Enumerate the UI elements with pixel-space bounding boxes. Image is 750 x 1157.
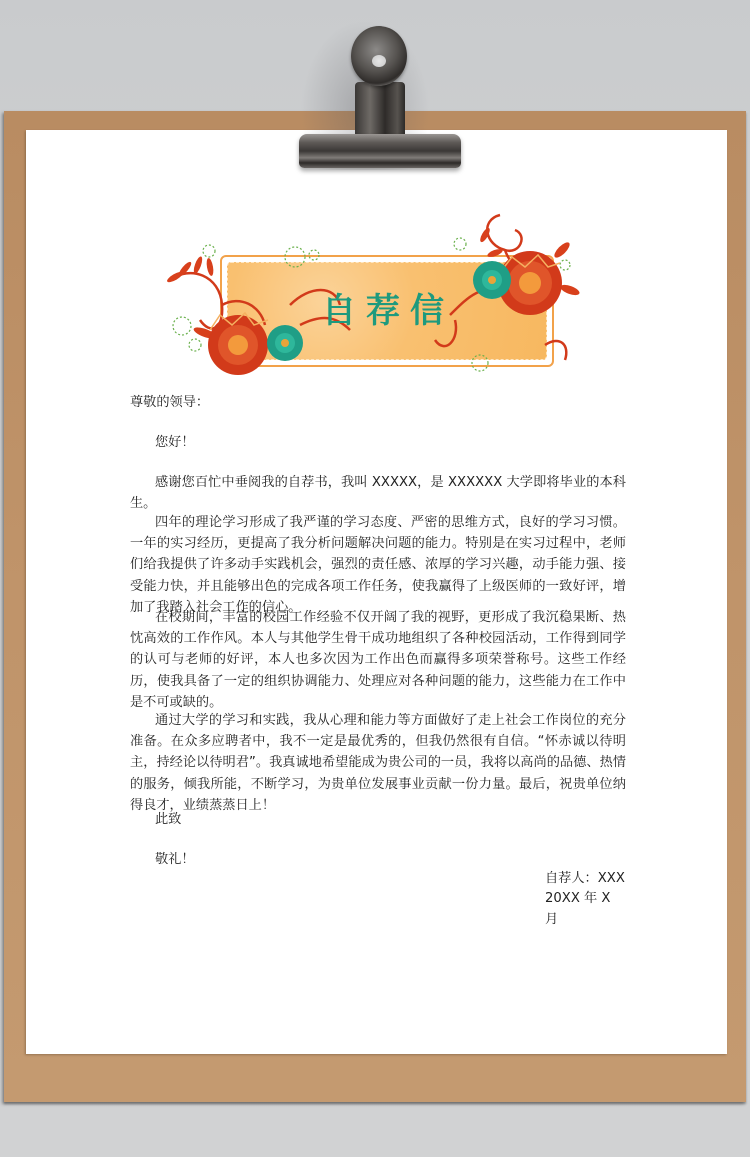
clip-ring [351, 26, 407, 86]
paragraph-intro: 感谢您百忙中垂阅我的自荐书，我叫 XXXXX，是 XXXXXX 大学即将毕业的本科生。 [130, 475, 626, 512]
paragraph-conclusion: 通过大学的学习和实践，我从心理和能力等方面做好了走上社会工作岗位的充分准备。在众多应聘者中，我不一定是最优秀的，但我仍然很有自信。“怀赤诚以待明主，持经论以待明君”。我真诚地希望能成为贵公司的一员，我将以高尚的品德、热情的服务，倾我所能，不断学习，为贵单位发展事业贡献一份力量。最后，祝贵单位纳得良才，业绩蒸蒸日上！ [130, 713, 626, 813]
paragraph-campus: 在校期间，丰富的校园工作经验不仅开阔了我的视野，更形成了我沉稳果断、热忱高效的工作作风。本人与其他学生骨干成功地组织了各种校园活动，工作得到同学的认可与老师的好评，本人也多次因为工作出色而赢得多项荣誉称号。这些工作经历，使我具备了一定的组织协调能力、处理应对各种问题的能力，这些能力在工作中是不可或缺的。 [130, 610, 626, 710]
title-banner [150, 195, 580, 375]
banner-title: 自荐信 [322, 291, 454, 331]
paragraph-study: 四年的理论学习形成了我严谨的学习态度、严密的思维方式，良好的学习习惯。一年的实习经历，更提高了我分析问题解决问题的能力。特别是在实习过程中，老师们给我提供了许多动手实践机会，强烈的责任感、浓厚的学习兴趣，动手能力强、接受能力快，并且能够出色的完成各项工作任务，使我赢得了上级医师的一致好评，增加了我踏入社会工作的信心。 [130, 515, 626, 615]
closing-line-2: 敬礼！ [155, 852, 195, 867]
greeting: 您好！ [155, 435, 195, 450]
signer: 自荐人：XXX [545, 871, 625, 886]
closing-line-1: 此致 [155, 812, 182, 827]
clip-hole [372, 55, 386, 67]
salutation: 尊敬的领导： [130, 395, 210, 410]
letter-date: 20XX 年 X 月 [545, 891, 611, 928]
